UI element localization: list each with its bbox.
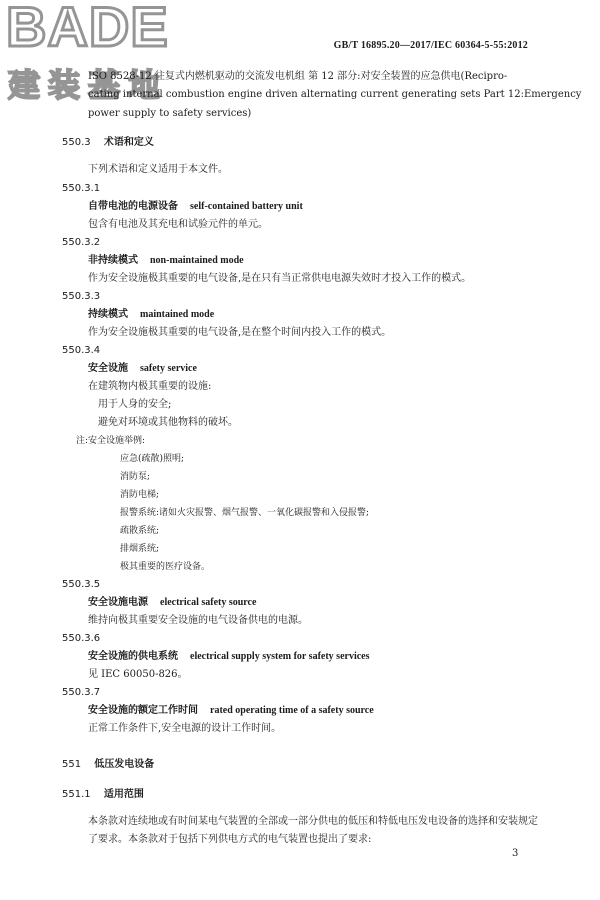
term-entry (88, 200, 303, 214)
logo-cjk-text: 建装基地 (8, 66, 169, 104)
term-number: 550.3.6 (62, 633, 101, 644)
term-zh: 安全设施 (88, 363, 128, 374)
section-title: 适用范围 (103, 789, 144, 800)
section-intro: 下列术语和定义适用于本文件。 (88, 164, 228, 175)
ref-line-1: ISO 8528-12 往复式内燃机驱动的交流发电机组 第 12 部分:对安全装置的应急供电(Recipro- (88, 71, 508, 82)
term-definition: 包含有电池及其充电和试验元件的单元。 (88, 219, 268, 230)
term-number: 550.3.3 (62, 291, 101, 302)
term-definition: 维持向极其重要安全设施的电气设备供电的电源。 (88, 615, 308, 626)
note-label: 注:安全设施举例: (76, 436, 146, 446)
term-en: safety service (140, 363, 197, 374)
page-number: 3 (512, 848, 519, 859)
note-item: 疏散系统; (120, 526, 160, 536)
logo-wordmark: BADE (6, 0, 169, 58)
term-number: 550.3.1 (62, 183, 101, 194)
term-zh: 安全设施的额定工作时间 (88, 705, 198, 716)
safety-use-item: 避免对环境或其他物料的破坏。 (98, 417, 238, 428)
term-en: electrical safety source (160, 597, 257, 608)
term-entry (88, 362, 197, 376)
term-number: 550.3.2 (62, 237, 101, 248)
term-zh: 自带电池的电源设备 (88, 201, 178, 212)
term-definition: 在建筑物内极其重要的设施: (88, 381, 212, 392)
section-title: 低压发电设备 (94, 759, 155, 770)
term-entry (88, 596, 256, 610)
term-en: maintained mode (140, 309, 215, 320)
section-551-1-heading (62, 788, 144, 802)
term-definition: 正常工作条件下,安全电源的设计工作时间。 (88, 723, 282, 734)
section-551-heading (62, 758, 154, 772)
term-number: 550.3.4 (62, 345, 101, 356)
term-number: 550.3.7 (62, 687, 101, 698)
term-zh: 安全设施电源 (88, 597, 148, 608)
term-entry (88, 704, 374, 718)
term-en: rated operating time of a safety source (210, 705, 374, 716)
term-zh: 安全设施的供电系统 (88, 651, 178, 662)
term-en: non-maintained mode (150, 255, 244, 266)
section-551-1-text: 本条款对连续地或有时间某电气装置的全部或一部分供电的低压和特低电压发电设备的选择和安装规定了要求。本条款对于包括下列供电方式的电气装置也提出了要求: (88, 816, 538, 845)
section-number: 551.1 (62, 789, 91, 800)
note-item: 排烟系统; (120, 544, 160, 554)
term-number: 550.3.5 (62, 579, 101, 590)
section-550-3-heading (62, 136, 154, 150)
section-title: 术语和定义 (103, 137, 154, 148)
term-zh: 非持续模式 (88, 255, 138, 266)
term-en: electrical supply system for safety services (190, 651, 370, 662)
note-item: 应急(疏散)照明; (120, 454, 185, 464)
term-entry (88, 254, 244, 268)
term-entry (88, 650, 370, 664)
term-definition: 作为安全设施极其重要的电气设备,是在整个时间内投入工作的模式。 (88, 327, 392, 338)
term-definition: 见 IEC 60050-826。 (88, 669, 188, 680)
ref-line-2: cating internal combustion engine driven alternating current generating sets Part 12:Emergency (88, 89, 582, 100)
ref-line-3: power supply to safety services) (88, 108, 252, 119)
note-item: 极其重要的医疗设备。 (120, 562, 211, 572)
term-definition: 作为安全设施极其重要的电气设备,是在只有当正常供电电源失效时才投入工作的模式。 (88, 273, 472, 284)
section-number: 551 (62, 759, 82, 770)
term-zh: 持续模式 (88, 309, 128, 320)
term-entry (88, 308, 214, 322)
section-number: 550.3 (62, 137, 91, 148)
standard-code: GB/T 16895.20—2017/IEC 60364-5-55:2012 (333, 40, 528, 51)
note-item: 报警系统:诸如火灾报警、烟气报警、一氧化碳报警和入侵报警; (120, 508, 370, 518)
term-en: self-contained battery unit (190, 201, 303, 212)
safety-use-item: 用于人身的安全; (98, 399, 172, 410)
note-item: 消防泵; (120, 472, 151, 482)
note-item: 消防电梯; (120, 490, 160, 500)
